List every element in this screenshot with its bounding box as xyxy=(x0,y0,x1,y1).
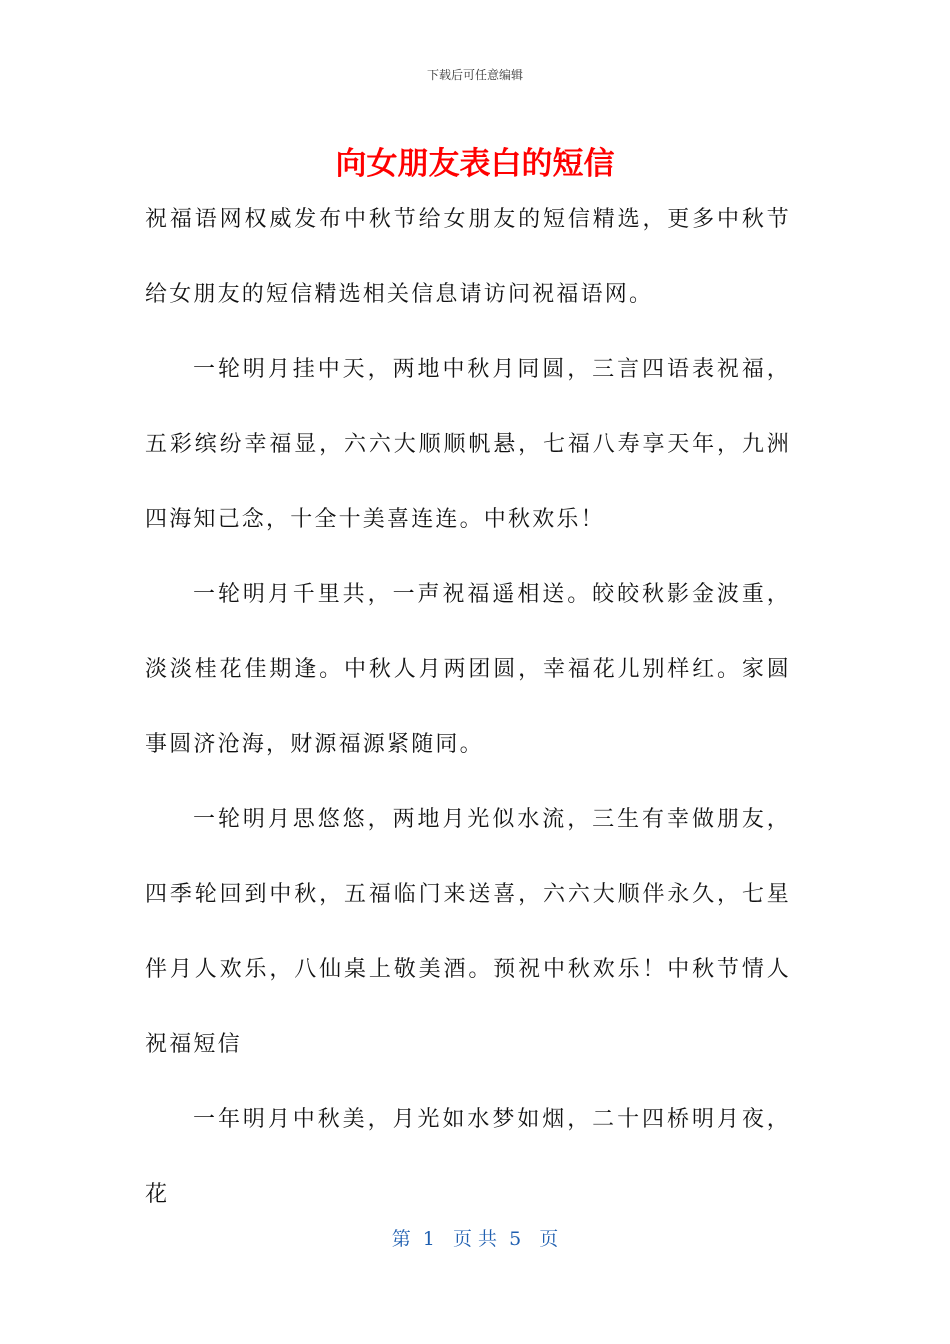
message-paragraph-1: 一轮明月挂中天，两地中秋月同圆，三言四语表祝福，五彩缤纷幸福显，六六大顺顺帆悬，七福八寿享天年，九洲四海知己念，十全十美喜连连。中秋欢乐！ xyxy=(145,357,791,532)
document-body xyxy=(145,182,791,1232)
message-paragraph-3: 一轮明月思悠悠，两地月光似水流，三生有幸做朋友，四季轮回到中秋，五福临门来送喜，六六大顺伴永久，七星伴月人欢乐，八仙桌上敬美酒。预祝中秋欢乐！中秋节情人祝福短信 xyxy=(145,807,791,1057)
page-header-note: 下载后可任意编辑 xyxy=(426,68,523,82)
page-number-footer: 第 1 页 共 5 页 xyxy=(391,1228,559,1250)
document-title: 向女朋友表白的短信 xyxy=(335,146,615,182)
intro-paragraph: 祝福语网权威发布中秋节给女朋友的短信精选，更多中秋节给女朋友的短信精选相关信息请访问祝福语网。 xyxy=(145,207,791,307)
message-paragraph-2: 一轮明月千里共，一声祝福遥相送。皎皎秋影金波重，淡淡桂花佳期逢。中秋人月两团圆，幸福花儿别样红。家圆事圆济沧海，财源福源紧随同。 xyxy=(145,582,791,757)
message-paragraph-4: 一年明月中秋美，月光如水梦如烟，二十四桥明月夜，花 xyxy=(145,1107,791,1207)
